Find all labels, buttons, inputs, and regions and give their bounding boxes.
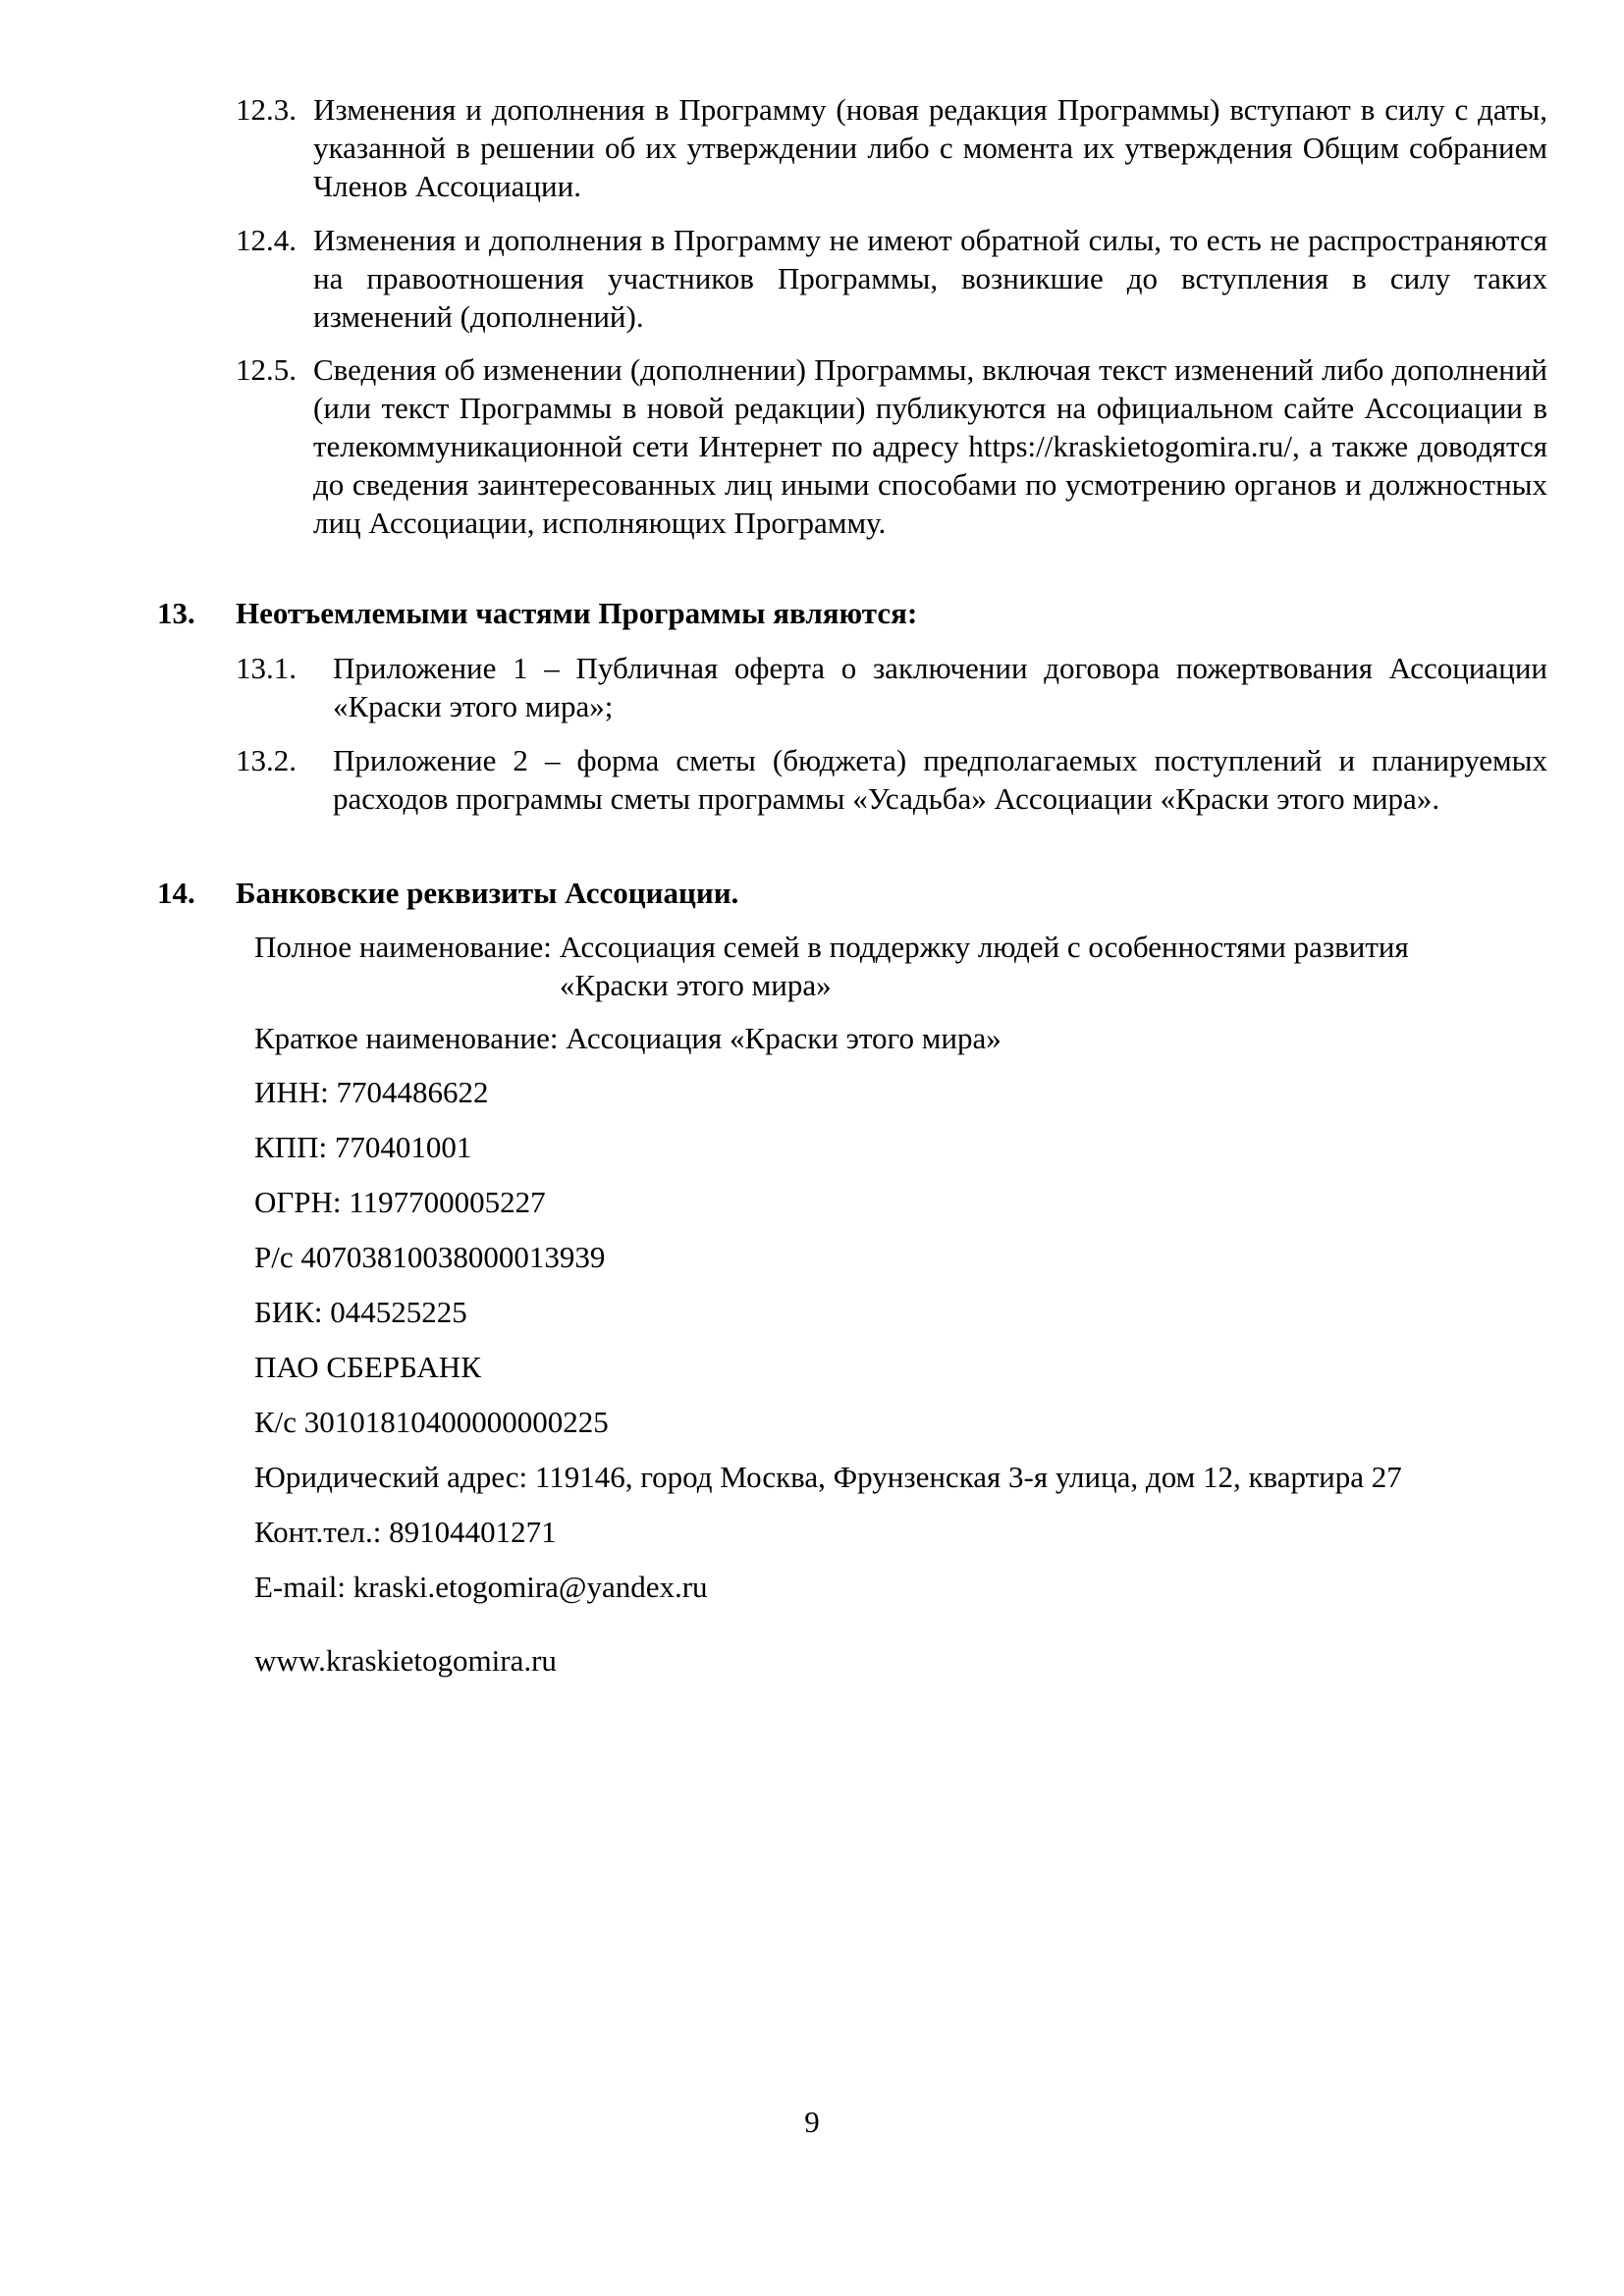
clause-text: Приложение 2 – форма сметы (бюджета) предполагаемых поступлений и планируемых расходов программы сметы программы «Усадьба» Ассоциации «Краски этого мира».: [333, 743, 1547, 816]
kpp-line: КПП: 770401001: [254, 1130, 472, 1164]
full-name-label: Полное наименование:: [254, 930, 552, 964]
short-name: Краткое наименование: Ассоциация «Краски этого мира»: [254, 1021, 1001, 1055]
clause-text: Изменения и дополнения в Программу не имеют обратной силы, то есть не распространяются на правоотношения участников Программы, возникшие до вступления в силу таких изменений (дополнений).: [313, 223, 1547, 334]
section-title: Банковские реквизиты Ассоциации.: [236, 876, 739, 910]
clause-text: Приложение 1 – Публичная оферта о заключении договора пожертвования Ассоциации «Краски этого мира»;: [333, 651, 1547, 723]
legal-address-line: Юридический адрес: 119146, город Москва, Фрунзенская 3-я улица, дом 12, квартира 27: [254, 1460, 1402, 1494]
clause-number: 12.5.: [236, 352, 297, 387]
clause-13-1: [236, 649, 1547, 725]
clause-12-5: [236, 350, 1547, 542]
clause-13-2: [236, 741, 1547, 818]
full-name-line: [254, 928, 1409, 1004]
website-line: www.kraskietogomira.ru: [254, 1643, 557, 1678]
clause-number: 12.3.: [236, 92, 297, 127]
page-number: 9: [804, 2105, 820, 2139]
full-name-line-1: Ассоциация семей в поддержку людей с особенностями развития: [559, 930, 1409, 964]
correspondent-account-line: К/с 30101810400000000225: [254, 1405, 609, 1439]
clause-number: 12.4.: [236, 223, 297, 257]
clause-12-3: [236, 90, 1547, 205]
bik-line: БИК: 044525225: [254, 1295, 467, 1329]
phone-line: Конт.тел.: 89104401271: [254, 1515, 557, 1549]
full-name-line-2: «Краски этого мира»: [559, 968, 832, 1002]
settlement-account-line: Р/с 40703810038000013939: [254, 1240, 606, 1274]
clause-text: Изменения и дополнения в Программу (новая редакция Программы) вступают в силу с даты, указанной в решении об их утверждении либо с момента их утверждения Общим собранием Членов Ассоциации.: [313, 92, 1547, 203]
ogrn-line: ОГРН: 1197700005227: [254, 1185, 546, 1219]
section-14-heading: [157, 874, 1547, 912]
section-number: 13.: [157, 596, 195, 630]
section-title: Неотъемлемыми частями Программы являются:: [236, 596, 918, 630]
clause-number: 13.2.: [236, 743, 297, 777]
bank-name-line: ПАО СБЕРБАНК: [254, 1350, 481, 1384]
clause-12-4: [236, 221, 1547, 336]
clause-number: 13.1.: [236, 651, 297, 685]
clause-text: Сведения об изменении (дополнении) Программы, включая текст изменений либо дополнений (или текст Программы в новой редакции) публикуются на официальном сайте Ассоциации в телекоммуникационной сети Интернет по адресу https://kraskietogomira.ru/, а также доводятся до сведения заинтересованных лиц иными способами по усмотрению органов и должностных лиц Ассоциации, исполняющих Программу.: [313, 352, 1547, 540]
inn-line: ИНН: 7704486622: [254, 1075, 489, 1109]
section-number: 14.: [157, 876, 195, 910]
email-line: E-mail: kraski.etogomira@yandex.ru: [254, 1570, 708, 1604]
full-name-value: [560, 928, 1409, 1004]
section-13-heading: [157, 594, 1547, 632]
